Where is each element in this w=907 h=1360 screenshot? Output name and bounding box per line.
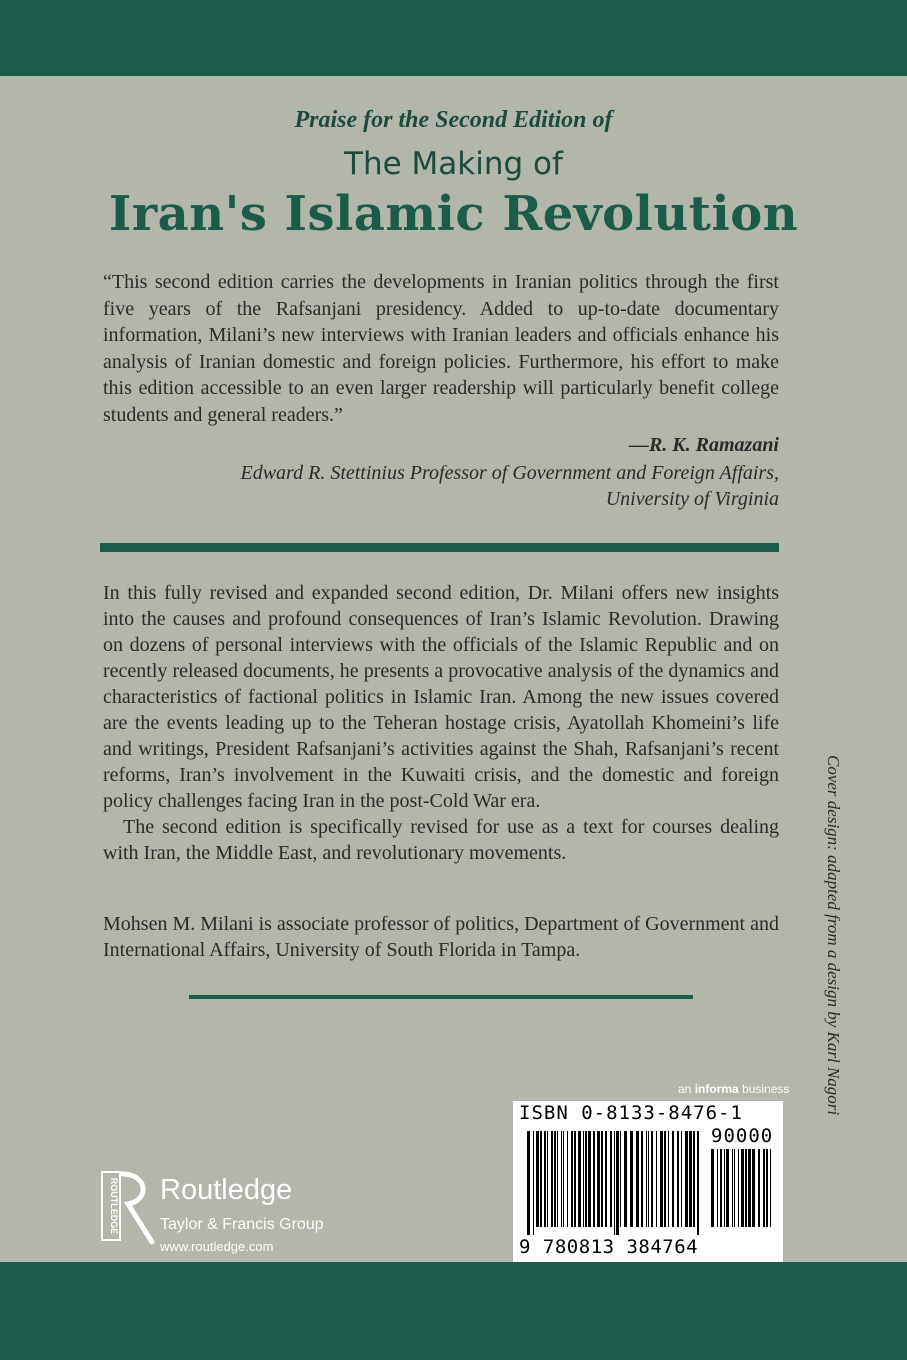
book-description bbox=[103, 580, 779, 866]
cover-design-credit: Cover design: adapted from a design by Karl Nagori bbox=[824, 755, 843, 1116]
barcode-bar bbox=[646, 1131, 647, 1227]
barcode-bar bbox=[578, 1131, 581, 1227]
barcode-bar bbox=[616, 1131, 619, 1235]
ean-number: 9 780813 384764 bbox=[519, 1236, 699, 1258]
barcode-bar bbox=[551, 1131, 553, 1227]
barcode-bar bbox=[624, 1131, 627, 1227]
barcode-bar bbox=[610, 1131, 612, 1227]
barcode-bar bbox=[636, 1131, 639, 1227]
barcode-bar bbox=[630, 1131, 633, 1227]
informa-prefix: an bbox=[678, 1082, 692, 1096]
description-paragraph-1: In this fully revised and expanded second edition, Dr. Milani offers new insights into the causes and profound consequences of Iran’s Islamic Revolution. Drawing on dozens of personal interviews with the officials of the Islamic Republic and on recently released documents, he presents a provocative analysis of the dynamics and characteristics of factional politics in Islamic Iran. Among the new issues covered are the events leading up to the Teheran hostage crisis, Ayatollah Khomeini’s life and writings, President Rafsanjani’s activities against the Shah, Rafsanjani’s recent reforms, Iran’s involvement in the Kuwaiti crisis, and the domestic and foreign policy challenges facing Iran in the post-Cold War era. bbox=[103, 582, 779, 812]
barcode bbox=[513, 1101, 783, 1263]
logo-vertical-text: ROUTLEDGE bbox=[109, 1177, 119, 1235]
reviewer-title-line2: University of Virginia bbox=[605, 488, 779, 510]
barcode-bar bbox=[563, 1131, 564, 1227]
barcode-bar bbox=[651, 1131, 653, 1227]
barcode-bar bbox=[547, 1131, 548, 1227]
barcode-bar bbox=[717, 1149, 718, 1227]
barcode-bar bbox=[554, 1131, 556, 1227]
barcode-bar bbox=[685, 1131, 688, 1227]
barcode-bar bbox=[656, 1131, 657, 1227]
barcode-bar bbox=[758, 1149, 760, 1227]
barcode-bar bbox=[689, 1131, 692, 1227]
barcode-bar bbox=[766, 1149, 768, 1227]
reviewer-title bbox=[241, 460, 780, 512]
barcode-bar bbox=[540, 1131, 542, 1227]
barcode-bar bbox=[660, 1131, 663, 1227]
barcode-bar bbox=[745, 1149, 747, 1227]
barcode-bar bbox=[583, 1131, 584, 1227]
barcode-bar bbox=[752, 1149, 755, 1227]
review-quote: “This second edition carries the developments in Iranian politics through the first five years of the Rafsanjani presidency. Added to up-to-date documentary information, Milani’s new interviews with Iranian leaders and officials enhance his analysis of Iranian domestic and foreign policies. Furthermore, his effort to make this edition accessible to an even larger readership will particularly benefit college students and general readers.” bbox=[103, 271, 779, 426]
barcode-bar bbox=[664, 1131, 666, 1227]
informa-suffix: business bbox=[742, 1082, 790, 1096]
barcode-bar bbox=[741, 1149, 744, 1227]
informa-tagline bbox=[678, 1082, 789, 1096]
barcode-bar bbox=[601, 1131, 603, 1227]
barcode-addon-bars bbox=[711, 1149, 775, 1235]
barcode-bar bbox=[711, 1149, 714, 1227]
reviewer-title-line1: Edward R. Stettinius Professor of Government and Foreign Affairs, bbox=[240, 462, 779, 484]
publisher-group: Taylor & Francis Group bbox=[160, 1216, 324, 1233]
barcode-bar bbox=[571, 1131, 573, 1227]
barcode-bar bbox=[720, 1149, 722, 1227]
isbn-text: ISBN 0-8133-8476-1 bbox=[519, 1102, 743, 1124]
top-band bbox=[0, 0, 907, 76]
barcode-bar bbox=[738, 1149, 739, 1227]
barcode-bar bbox=[605, 1131, 607, 1227]
price-code: 90000 bbox=[711, 1125, 774, 1147]
barcode-bar bbox=[681, 1131, 682, 1227]
barcode-bar bbox=[648, 1131, 649, 1227]
barcode-bar bbox=[536, 1131, 539, 1227]
barcode-bar bbox=[557, 1131, 558, 1227]
routledge-logo-icon bbox=[100, 1170, 156, 1246]
barcode-bar bbox=[544, 1131, 546, 1227]
book-title-line2: Iran's Islamic Revolution bbox=[108, 186, 799, 242]
publisher-logo bbox=[100, 1170, 340, 1254]
publisher-name: Routledge bbox=[160, 1174, 293, 1206]
publisher-url: www.routledge.com bbox=[160, 1239, 274, 1254]
bottom-band bbox=[0, 1262, 907, 1360]
barcode-bars bbox=[527, 1131, 705, 1235]
barcode-bar bbox=[614, 1131, 615, 1235]
barcode-bar bbox=[527, 1131, 530, 1235]
barcode-bar bbox=[533, 1131, 534, 1235]
barcode-bar bbox=[748, 1149, 751, 1227]
author-bio: Mohsen M. Milani is associate professor of politics, Department of Government and International Affairs, University of South Florida in Tampa. bbox=[103, 913, 779, 961]
barcode-bar bbox=[641, 1131, 643, 1227]
barcode-bar bbox=[672, 1131, 674, 1227]
barcode-bar bbox=[585, 1131, 587, 1227]
barcode-bar bbox=[734, 1149, 735, 1227]
barcode-bar bbox=[567, 1131, 568, 1227]
barcode-bar bbox=[561, 1131, 562, 1227]
barcode-bar bbox=[593, 1131, 595, 1227]
informa-brand: informa bbox=[694, 1082, 739, 1096]
barcode-bar bbox=[693, 1131, 695, 1227]
barcode-bar bbox=[597, 1131, 600, 1227]
barcode-bar bbox=[770, 1149, 771, 1227]
barcode-bar bbox=[668, 1131, 669, 1227]
barcode-bar bbox=[726, 1149, 729, 1227]
reviewer-name: —R. K. Ramazani bbox=[628, 434, 779, 456]
book-title-line1: The Making of bbox=[344, 146, 563, 182]
divider-thin bbox=[189, 995, 693, 999]
barcode-bar bbox=[574, 1131, 576, 1227]
barcode-bar bbox=[732, 1149, 733, 1227]
description-paragraph-2: The second edition is specifically revised for use as a text for courses dealing with Iran, the Middle East, and revolutionary movements. bbox=[103, 816, 779, 864]
barcode-bar bbox=[724, 1149, 725, 1227]
barcode-bar bbox=[620, 1131, 621, 1227]
divider-thick bbox=[100, 543, 779, 552]
praise-heading: Praise for the Second Edition of bbox=[294, 107, 613, 133]
barcode-bar bbox=[677, 1131, 679, 1227]
barcode-bar bbox=[763, 1149, 765, 1227]
barcode-bar bbox=[697, 1131, 699, 1235]
barcode-bar bbox=[588, 1131, 591, 1227]
